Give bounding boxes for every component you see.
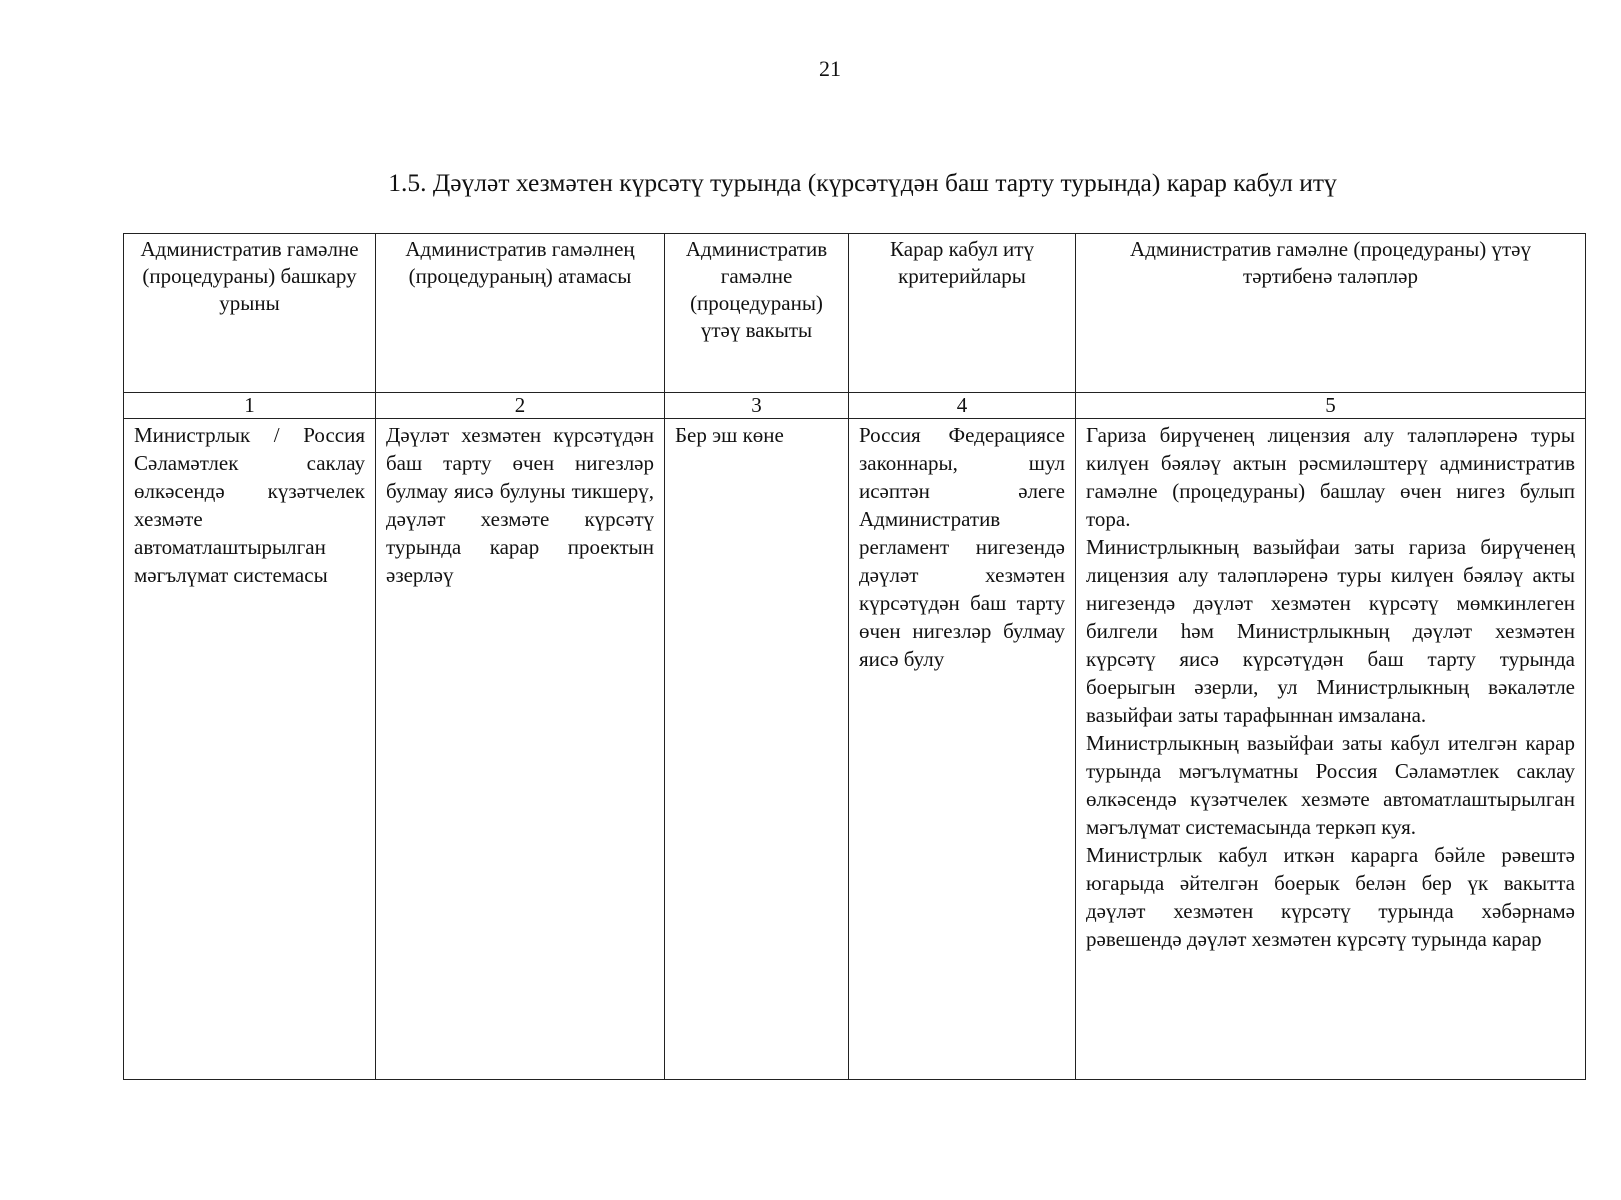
table-row <box>124 419 1586 1080</box>
cell-duration <box>665 419 849 1080</box>
requirements-paragraph: Министрлыкның вазыйфаи заты кабул ителгән карар турында мәгълүматны Россия Сәламәтлек саклау өлкәсендә күзәтчелек хезмәте автоматлаштырылган мәгълүмат системасында теркәп куя. <box>1086 731 1575 839</box>
header-procedure-name: Административ гамәлнең (процедураның) атамасы <box>376 234 665 393</box>
cell-place-text: Министрлык / Россия Сәламәтлек саклау өлкәсендә күзәтчелек хезмәте автоматлаштырылган мәгълүмат системасы <box>134 423 365 587</box>
requirements-paragraph: Гариза бирүченең лицензия алу таләпләренә туры килүен бәяләү актын рәсмиләштерү административ гамәлне (процедураны) башлау өчен нигез булып тора. <box>1086 423 1575 531</box>
header-duration: Административ гамәлне (процедураны) үтәү вакыты <box>665 234 849 393</box>
cell-criteria <box>849 419 1076 1080</box>
column-number: 3 <box>665 393 849 419</box>
procedure-table <box>123 233 1586 1080</box>
cell-duration-text: Бер эш көне <box>675 423 784 447</box>
section-title: 1.5. Дәүләт хезмәтен күрсәтү турында (күрсәтүдән баш тарту турында) карар кабул итү <box>388 168 1337 197</box>
requirements-paragraph: Министрлык кабул иткән карарга бәйле рәвештә югарыда әйтелгән боерык белән бер үк вакытта дәүләт хезмәтен күрсәтү турында хәбәрнамә рәвешендә дәүләт хезмәтен күрсәтү турында карар <box>1086 843 1575 951</box>
column-number: 2 <box>376 393 665 419</box>
header-criteria: Карар кабул итү критерийлары <box>849 234 1076 393</box>
header-requirements: Административ гамәлне (процедураны) үтәү тәртибенә таләпләр <box>1076 234 1586 393</box>
column-number: 4 <box>849 393 1076 419</box>
header-place: Административ гамәлне (процедураны) башкару урыны <box>124 234 376 393</box>
page-number: 21 <box>819 56 841 81</box>
cell-procedure-text: Дәүләт хезмәтен күрсәтүдән баш тарту өчен нигезләр булмау яисә булуны тикшерү, дәүләт хезмәте күрсәтү турында карар проектын әзерләү <box>386 423 654 587</box>
column-number: 1 <box>124 393 376 419</box>
table-header-row <box>124 234 1586 393</box>
cell-requirements <box>1076 419 1586 1080</box>
column-number: 5 <box>1076 393 1586 419</box>
cell-place <box>124 419 376 1080</box>
cell-criteria-text: Россия Федерациясе законнары, шул исәптән әлеге Административ регламент нигезендә дәүләт хезмәтен күрсәтүдән баш тарту өчен нигезләр булмау яисә булу <box>859 423 1065 671</box>
column-number-row <box>124 393 1586 419</box>
requirements-paragraph: Министрлыкның вазыйфаи заты гариза бирүченең лицензия алу таләпләренә туры килүен бәяләү акты нигезендә дәүләт хезмәтен күрсәтү мөмкинлеген билгели һәм Министрлыкның дәүләт хезмәтен күрсәтү яисә күрсәтүдән баш тарту турында боерыгын әзерли, ул Министрлыкның вәкаләтле вазыйфаи заты тарафыннан имзалана. <box>1086 535 1575 727</box>
cell-procedure <box>376 419 665 1080</box>
